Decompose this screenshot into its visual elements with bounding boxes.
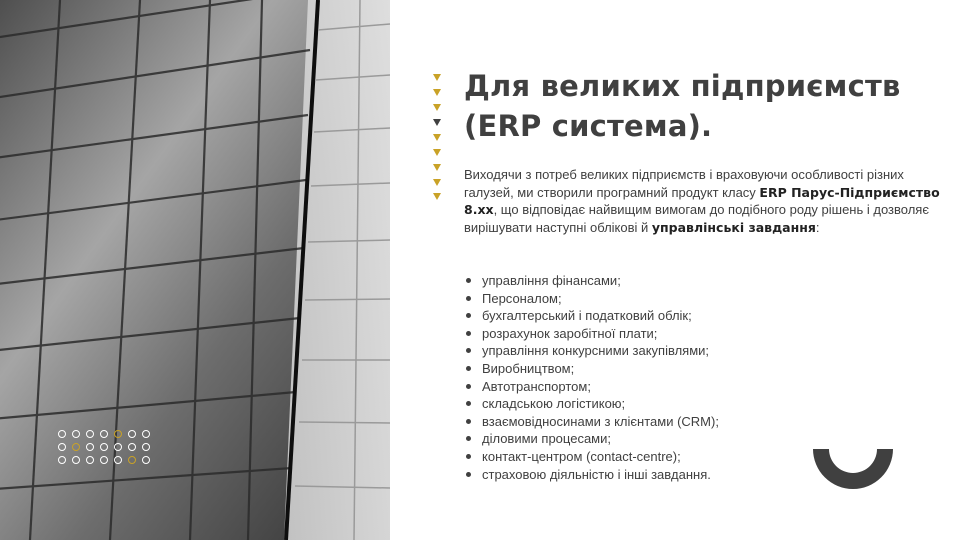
management-tasks-label: управлінські завдання: [651, 219, 816, 235]
chevron-down-icon: [433, 74, 441, 81]
list-item: розрахунок заробітної плати;: [466, 325, 866, 343]
list-item: страховою діяльністю і інші завдання.: [466, 466, 866, 484]
title-line-1: Для великих підприємств: [464, 69, 901, 103]
slide-title: [464, 66, 934, 146]
features-list: [466, 272, 866, 483]
list-item: управління фінансами;: [466, 272, 866, 290]
chevron-down-icon: [433, 119, 441, 126]
list-item: Персоналом;: [466, 290, 866, 308]
chevron-down-icon: [433, 89, 441, 96]
list-item: управління конкурсними закупівлями;: [466, 342, 866, 360]
list-item: складською логістикою;: [466, 395, 866, 413]
intro-paragraph: [464, 166, 944, 236]
chevron-down-icon: [433, 134, 441, 141]
chevron-down-icon: [433, 149, 441, 156]
list-item: Автотранспортом;: [466, 378, 866, 396]
intro-text-2: , що відповідає найвищим вимогам до подібного роду рішень і дозволяє вирішувати наступні облікові й: [464, 202, 929, 235]
building-photo: [0, 0, 390, 540]
list-item: взаємовідносинами з клієнтами (CRM);: [466, 413, 866, 431]
list-item: Виробництвом;: [466, 360, 866, 378]
list-item: діловими процесами;: [466, 430, 866, 448]
chevron-down-icon: [433, 179, 441, 186]
intro-text-3: :: [815, 219, 820, 235]
half-ring-decoration: [812, 448, 894, 490]
list-item: бухгалтерський і податковий облік;: [466, 307, 866, 325]
chevron-down-icon: [433, 193, 441, 200]
chevron-down-icon: [433, 104, 441, 111]
intro-text-1: Виходячи з потреб великих підприємств і враховуючи особливості різних галузей, ми створили програмний продукт класу: [464, 167, 904, 200]
title-line-2: (ERP система).: [464, 109, 713, 143]
product-name: ERP Парус-Підприємство 8.хх: [464, 184, 940, 217]
chevron-down-icon: [433, 164, 441, 171]
list-item: контакт-центром (contact-centre);: [466, 448, 866, 466]
